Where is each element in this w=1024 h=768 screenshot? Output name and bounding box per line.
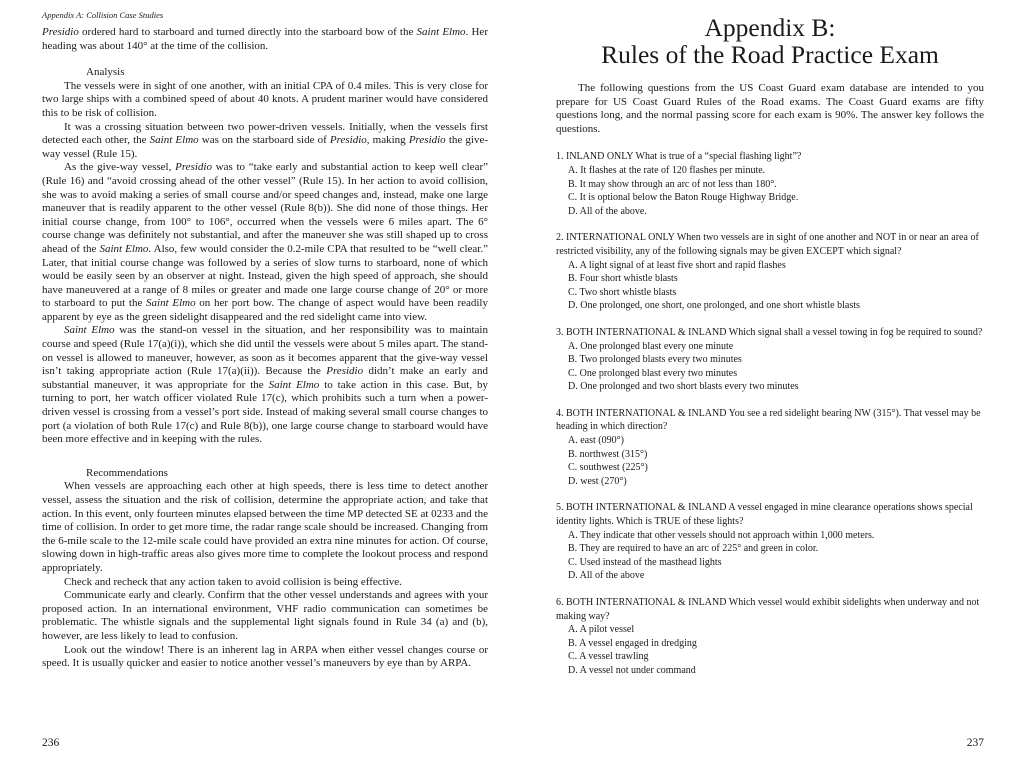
question-text: 3. BOTH INTERNATIONAL & INLAND Which signal shall a vessel towing in fog be required to sound? xyxy=(556,326,983,338)
text-run: As the give-way vessel, xyxy=(64,161,176,174)
text-run: . Her heading was about 140° at the time of the collision. xyxy=(42,26,488,52)
answer-option: A. A light signal of at least five short and rapid flashes xyxy=(568,259,786,271)
answer-option: B. Two prolonged blasts every two minutes xyxy=(568,354,742,366)
question-text: 4. BOTH INTERNATIONAL & INLAND You see a red sidelight bearing NW (315°). That vessel may be heading in which direction? xyxy=(556,407,981,433)
text-run: was to “take early and substantial action to keep well clear” (Rule 16) and “avoid crossing ahead of the other vessel” (Rule 15). In her action to avoid collision, she was to avoid making a series of small course and/or speed changes and, instead, make one large maneuver that is readily apparent to the other vessel (Rule 8(b)). She did none of those things. Her initial course change, from 100° to 106°, occurred when the vessels were 6 miles apart. The 6° course change was definitely not substantial, and after the maneuver she was still shaped up to cross ahead of the xyxy=(42,161,488,255)
answer-option: D. One prolonged, one short, one prolonged, and one short whistle blasts xyxy=(568,300,860,312)
opening-paragraph xyxy=(42,26,488,53)
section-gap xyxy=(42,53,488,66)
recommendations-paragraph-1 xyxy=(42,480,488,575)
question-text: 2. INTERNATIONAL ONLY When two vessels are in sight of one another and NOT in or near an area of restricted visibility, any of the following signals may be given EXCEPT which signal? xyxy=(556,232,979,257)
analysis-paragraph-1 xyxy=(42,80,488,121)
vessel-name: Saint Elmo xyxy=(149,134,199,147)
text-run: The vessels were in sight of one another, with an initial CPA of 0.4 miles. This is very close for two large ships with a combined speed of about 40 knots. A prudent mariner would have considered this to be risk of collision. xyxy=(42,79,488,119)
answer-option: B. A vessel engaged in dredging xyxy=(568,637,697,649)
text-run: the give-way vessel (Rule 15). xyxy=(42,134,488,160)
answer-option: C. Used instead of the masthead lights xyxy=(568,556,722,568)
answer-option: A. east (090°) xyxy=(568,435,624,447)
text-run: on her port bow. The change of aspect would have been readily apparent by eye as the green sidelight disappeared and the red sidelight came into view. xyxy=(42,297,488,323)
recommendations-paragraph-2 xyxy=(42,576,488,590)
analysis-heading: Analysis xyxy=(86,66,125,79)
answer-option: D. All of the above. xyxy=(568,205,647,217)
vessel-name: Presidio xyxy=(42,26,79,38)
text-run: to take action in this case. But, by turning to port, her watch officer violated Rule 17(c), which prohibits such a turn when a power-driven vessel is crossing from a vessel’s port side. Instead of making several small course changes to port (a violation of both Rule 17(c) and Rule 8(b)), one large course change to starboard would have been more effective and in keeping with the rules. xyxy=(42,378,489,446)
exam-question xyxy=(556,407,984,489)
question-text: 6. BOTH INTERNATIONAL & INLAND Which vessel would exhibit sidelights when underway and not making way? xyxy=(556,597,980,622)
vessel-name: Saint Elmo xyxy=(64,324,115,337)
question-list xyxy=(556,150,984,677)
text-run: It was a crossing situation between two power-driven vessels. Initially, when the vessels first detected each other, the xyxy=(42,120,488,147)
question-text: 5. BOTH INTERNATIONAL & INLAND A vessel engaged in mine clearance operations shows special identity lights. Which is TRUE of these lights? xyxy=(556,502,973,528)
recommendations-paragraph-3 xyxy=(42,589,488,643)
exam-question xyxy=(556,501,984,583)
running-head: Appendix A: Collision Case Studies xyxy=(42,10,164,20)
appendix-title xyxy=(556,14,984,68)
recommendations-paragraph-4 xyxy=(42,644,488,671)
vessel-name: Presidio xyxy=(175,161,212,174)
text-run: Look out the window! There is an inherent lag in ARPA when either vessel changes course or speed. It is usually quicker and easier to notice another vessel’s maneuvers by eye than by ARPA. xyxy=(42,643,488,670)
answer-option: B. Four short whistle blasts xyxy=(568,273,678,285)
text-run: , making xyxy=(366,134,409,147)
text-run: . Also, few would consider the 0.2-mile CPA that resulted to be “well clear.” Later, that initial course change was followed by a series of slow turns to starboard, none of which would be easily seen by an observer at night. Instead, given the high speed of approach, she should have maneuvered at a range of 8 miles or greater and made one large course change of 20° or more to starboard to put the xyxy=(42,242,488,310)
page-number-left: 236 xyxy=(42,737,60,749)
exam-question xyxy=(556,150,984,218)
appendix-title-line-1: Appendix B: xyxy=(704,13,836,42)
text-run: Check and recheck that any action taken to avoid collision is being effective. xyxy=(64,575,402,588)
section-gap xyxy=(42,447,488,467)
appendix-title-line-2: Rules of the Road Practice Exam xyxy=(601,40,939,69)
vessel-name: Presidio xyxy=(326,365,364,378)
answer-option: D. A vessel not under command xyxy=(568,664,696,676)
text-run: When vessels are approaching each other at high speeds, there is less time to detect another vessel, assess the situation and the risk of collision, determine the appropriate action, and take that action. In this event, only fourteen minutes elapsed between the time MP detected SE at 0233 and the time of collision. In order to get more time, the radar range scale should be increased. Changing from the 6-mile scale to the 12-mile scale could have provided an extra nine minutes for action. Of course, slowing down in high-traffic areas also gives more time to complete the lookout process and respond appropriately. xyxy=(42,480,488,574)
analysis-paragraph-3 xyxy=(42,161,488,324)
question-text: 1. INLAND ONLY What is true of a “special flashing light”? xyxy=(556,151,802,163)
answer-option: D. All of the above xyxy=(568,570,645,582)
answer-option: C. Two short whistle blasts xyxy=(568,286,677,298)
page-number-right: 237 xyxy=(966,737,984,749)
vessel-name: Saint Elmo xyxy=(146,297,196,310)
exam-question xyxy=(556,326,984,394)
answer-option: A. It flashes at the rate of 120 flashes per minute. xyxy=(568,164,766,176)
exam-question xyxy=(556,596,984,678)
answer-option: C. A vessel trawling xyxy=(568,651,649,663)
vessel-name: Presidio xyxy=(408,134,446,147)
answer-option: B. It may show through an arc of not less than 180°. xyxy=(568,178,777,190)
recommendations-heading: Recommendations xyxy=(86,466,168,479)
answer-option: B. They are required to have an arc of 225° and green in color. xyxy=(568,543,819,555)
text-run: was on the starboard side of xyxy=(198,134,330,147)
left-page-body xyxy=(42,26,488,671)
text-run: Communicate early and clearly. Confirm that the other vessel understands and agrees with your proposed action. In an international environment, VHF radio communication can sometimes be problematic. The whistle signals and the supplemental light signals found in Rule 34 (a) and (b), however, are less likely to lead to confusion. xyxy=(42,589,488,642)
text-run: didn’t make an early and substantial maneuver, it was appropriate for the xyxy=(42,365,488,391)
vessel-name: Saint Elmo xyxy=(99,242,149,255)
answer-option: A. They indicate that other vessels should not approach within 1,000 meters. xyxy=(568,529,875,541)
left-page xyxy=(0,0,508,768)
right-page xyxy=(516,0,1024,768)
vessel-name: Saint Elmo xyxy=(268,378,320,391)
answer-option: D. west (270°) xyxy=(568,475,627,487)
answer-option: C. One prolonged blast every two minutes xyxy=(568,367,738,379)
analysis-paragraph-4 xyxy=(42,324,488,446)
text-run: ordered hard to starboard and turned directly into the starboard bow of the xyxy=(78,26,417,38)
answer-option: C. southwest (225°) xyxy=(568,462,648,474)
analysis-paragraph-2 xyxy=(42,121,488,162)
answer-option: B. northwest (315°) xyxy=(568,448,648,460)
answer-option: A. A pilot vessel xyxy=(568,624,635,636)
answer-option: C. It is optional below the Baton Rouge Highway Bridge. xyxy=(568,192,799,204)
exam-intro: The following questions from the US Coast Guard exam database are intended to you prepare for US Coast Guard Rules of the Road exams. The Coast Guard exams are fifty questions long, and the normal passing score for each exam is 90%. The answer key follows the questions. xyxy=(556,82,984,135)
vessel-name: Saint Elmo xyxy=(416,26,466,38)
exam-question xyxy=(556,231,984,313)
vessel-name: Presidio xyxy=(329,134,367,147)
answer-option: D. One prolonged and two short blasts every two minutes xyxy=(568,381,799,393)
answer-option: A. One prolonged blast every one minute xyxy=(568,340,734,352)
text-run: was the stand-on vessel in the situation, and her responsibility was to maintain course and speed (Rule 17(a)(i)), which she did until the vessels were about 5 miles apart. The stand-on vessel is allowed to maneuver, however, as soon as it becomes apparent that the give-way vessel isn’t taking appropriate action (Rule 17(a)(ii)). Because the xyxy=(42,324,488,378)
